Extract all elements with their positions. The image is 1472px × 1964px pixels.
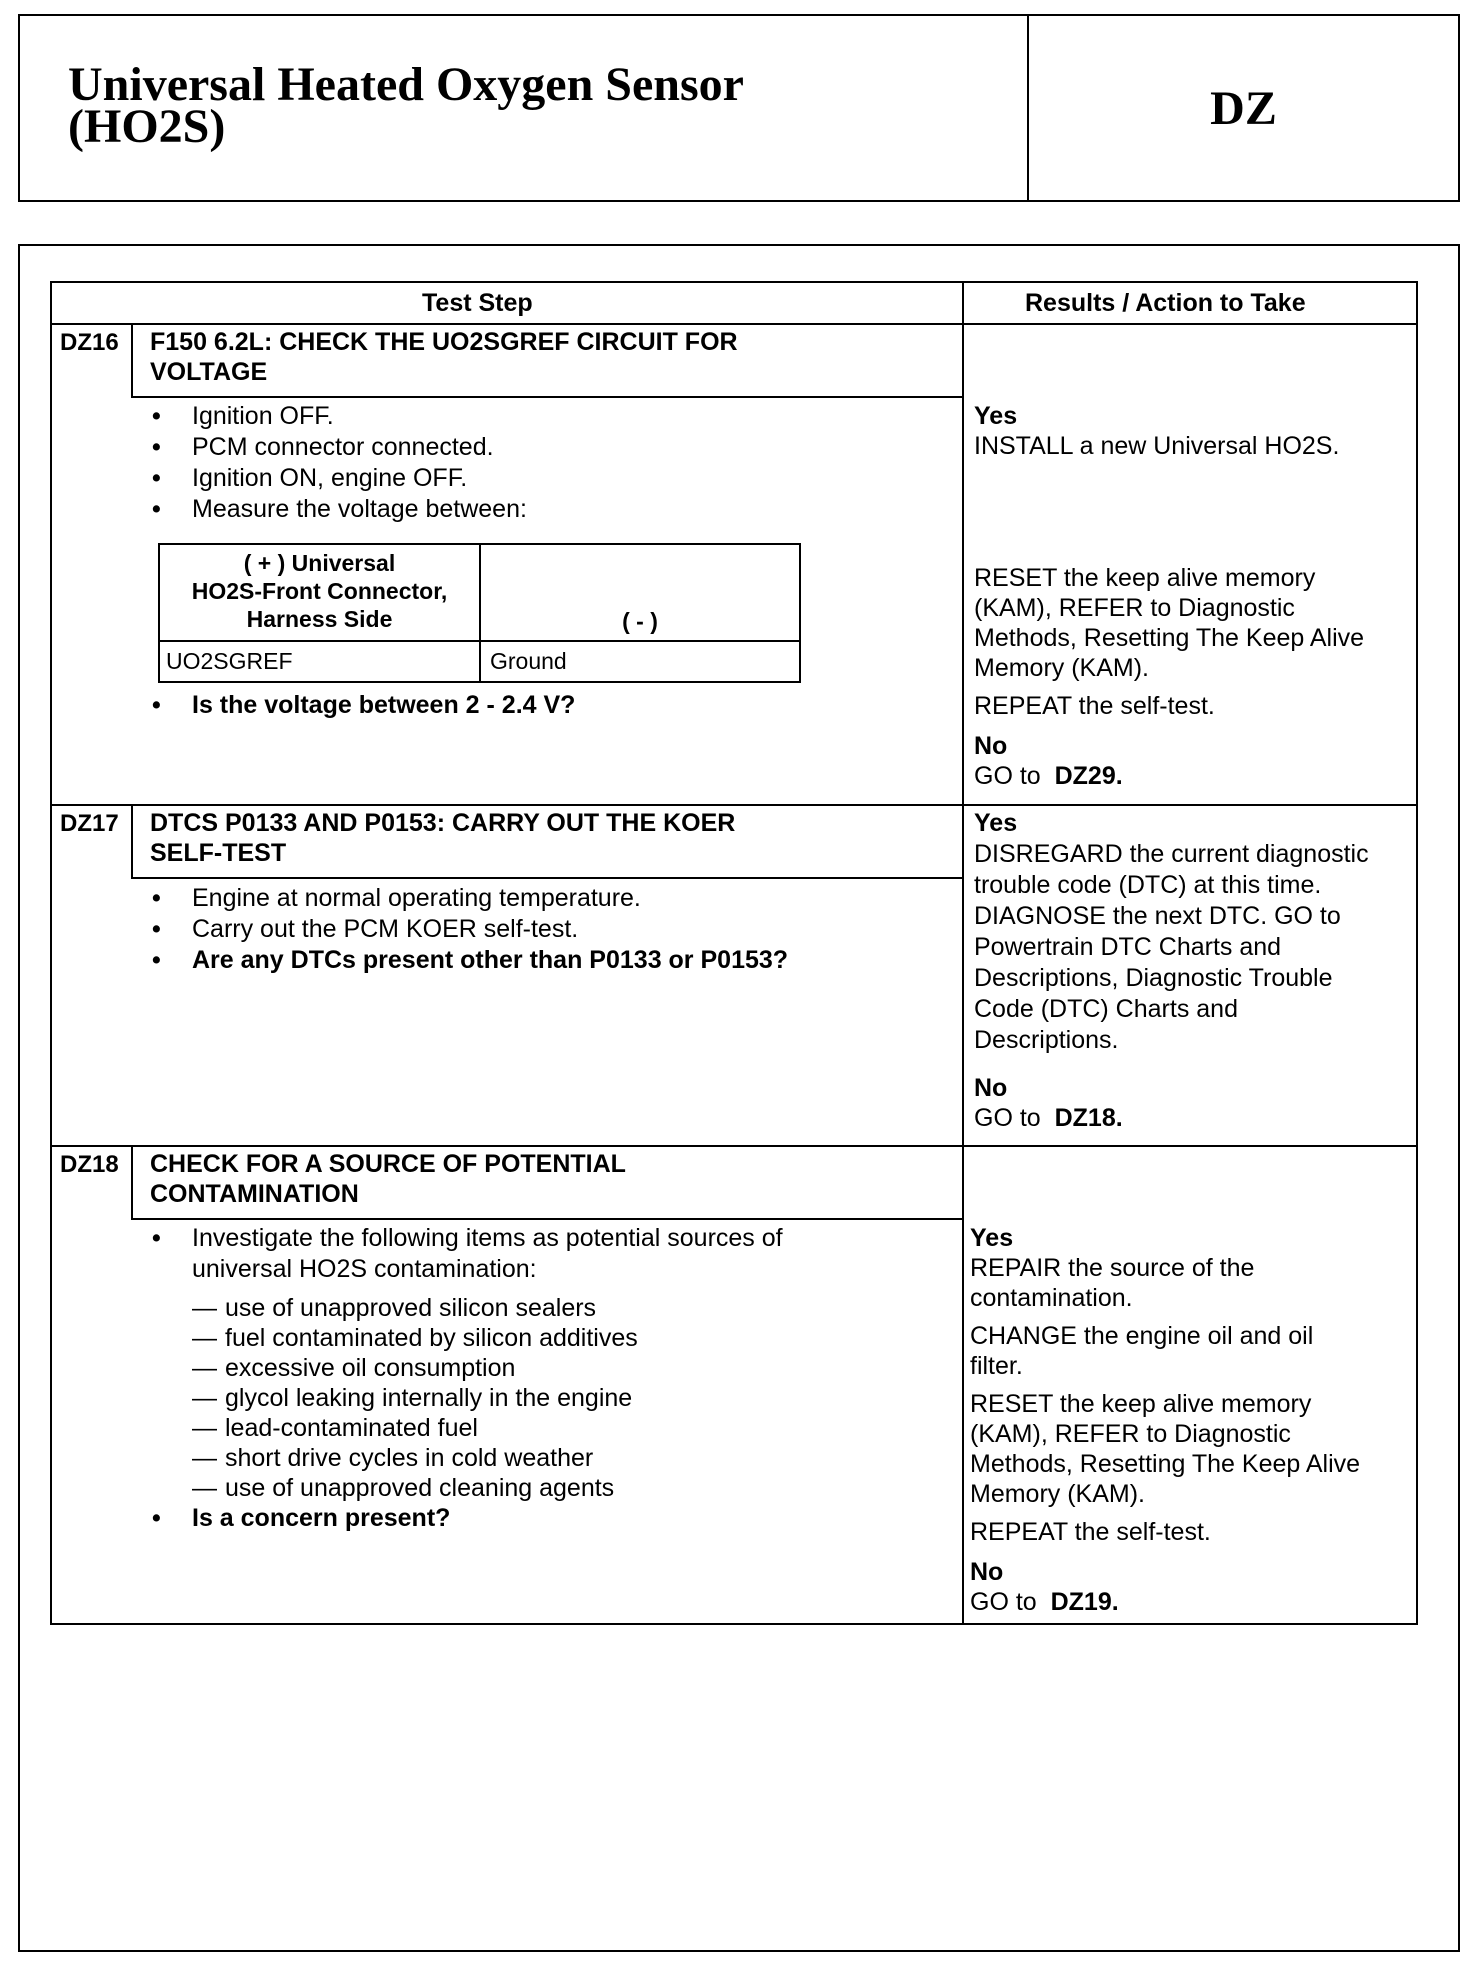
- goto-link-dz19[interactable]: DZ19.: [1050, 1588, 1119, 1616]
- dz16-step: • PCM connector connected.: [192, 432, 494, 463]
- contamination-item: — fuel contaminated by silicon additives: [192, 1323, 638, 1354]
- dz17-no-label: No: [974, 1074, 1008, 1102]
- measurement-table: [158, 543, 801, 683]
- meas-negative-value: Ground: [490, 648, 567, 674]
- dz16-yes-action: (KAM), REFER to Diagnostic: [974, 594, 1295, 622]
- meas-positive-value: UO2SGREF: [166, 648, 293, 674]
- id-divider: [131, 805, 133, 878]
- dz17-no-action: GO to DZ18.: [974, 1104, 1123, 1132]
- title-divider: [131, 877, 962, 879]
- dz16-step: • Measure the voltage between:: [192, 494, 527, 525]
- dz17-title-line-2: SELF-TEST: [150, 839, 287, 867]
- dz17-title-line-1: DTCS P0133 AND P0153: CARRY OUT THE KOER: [150, 809, 736, 837]
- col-header-test-step: Test Step: [422, 289, 533, 317]
- dz16-question: • Is the voltage between 2 - 2.4 V?: [192, 690, 575, 721]
- dz16-yes-action: RESET the keep alive memory: [974, 564, 1316, 592]
- dz18-title-line-2: CONTAMINATION: [150, 1180, 359, 1208]
- dz17-yes-action: DISREGARD the current diagnostic: [974, 840, 1369, 868]
- dz16-yes-action: INSTALL a new Universal HO2S.: [974, 432, 1340, 460]
- dz17-step: • Carry out the PCM KOER self-test.: [192, 914, 578, 945]
- dz18-question: • Is a concern present?: [192, 1503, 450, 1534]
- meas-header-positive-2: HO2S-Front Connector,: [191, 578, 448, 604]
- goto-link-dz18[interactable]: DZ18.: [1054, 1104, 1123, 1132]
- dz18-yes-action: contamination.: [970, 1284, 1133, 1312]
- dz18-yes-action: CHANGE the engine oil and oil: [970, 1322, 1314, 1350]
- dz16-yes-action: Methods, Resetting The Keep Alive: [974, 624, 1365, 652]
- page-header: [18, 14, 1460, 202]
- contamination-item: — use of unapproved cleaning agents: [192, 1473, 614, 1504]
- page-title-line-2: (HO2S): [68, 100, 226, 153]
- id-divider: [131, 324, 133, 397]
- diagnostic-table: [50, 281, 1418, 1625]
- contamination-item: — use of unapproved silicon sealers: [192, 1293, 596, 1324]
- meas-header-negative: ( - ): [622, 608, 658, 634]
- title-divider: [131, 1218, 962, 1220]
- dz17-yes-action: DIAGNOSE the next DTC. GO to: [974, 902, 1341, 930]
- step-id-dz18: DZ18: [60, 1151, 119, 1178]
- dz17-yes-action: Code (DTC) Charts and: [974, 995, 1238, 1023]
- dz18-yes-action: RESET the keep alive memory: [970, 1390, 1312, 1418]
- dz18-yes-action: Methods, Resetting The Keep Alive: [970, 1450, 1361, 1478]
- meas-header-positive-3: Harness Side: [246, 606, 393, 632]
- goto-link-dz29[interactable]: DZ29.: [1054, 762, 1123, 790]
- step-id-dz16: DZ16: [60, 329, 119, 356]
- contamination-item: — short drive cycles in cold weather: [192, 1443, 593, 1474]
- dz16-yes-action: REPEAT the self-test.: [974, 692, 1215, 720]
- id-divider: [131, 1146, 133, 1219]
- dz17-yes-action: Descriptions.: [974, 1026, 1119, 1054]
- dz16-no-label: No: [974, 732, 1008, 760]
- dz16-yes-action: Memory (KAM).: [974, 654, 1149, 682]
- dz18-yes-action: Memory (KAM).: [970, 1480, 1145, 1508]
- dz18-yes-label: Yes: [970, 1224, 1014, 1252]
- step-id-dz17: DZ17: [60, 810, 119, 837]
- page-title-line-1: Universal Heated Oxygen Sensor: [68, 58, 744, 111]
- contamination-item: — excessive oil consumption: [192, 1353, 515, 1384]
- title-divider: [131, 396, 962, 398]
- dz17-yes-action: trouble code (DTC) at this time.: [974, 871, 1322, 899]
- dz18-no-label: No: [970, 1558, 1004, 1586]
- dz16-yes-label: Yes: [974, 402, 1018, 430]
- row-divider: [52, 804, 1416, 806]
- dz18-yes-action: (KAM), REFER to Diagnostic: [970, 1420, 1291, 1448]
- dz18-no-action: GO to DZ19.: [970, 1588, 1119, 1616]
- contamination-item: — glycol leaking internally in the engine: [192, 1383, 632, 1414]
- dz18-intro-line-2: universal HO2S contamination:: [192, 1255, 537, 1283]
- dz17-yes-label: Yes: [974, 809, 1018, 837]
- dz18-yes-action: filter.: [970, 1352, 1023, 1380]
- dz17-step: • Engine at normal operating temperature.: [192, 883, 641, 914]
- dz18-intro-line-1: • Investigate the following items as potential sources of: [192, 1223, 783, 1254]
- dz16-title-line-1: F150 6.2L: CHECK THE UO2SGREF CIRCUIT FOR: [150, 328, 738, 356]
- section-code: DZ: [1210, 81, 1277, 135]
- dz17-yes-action: Descriptions, Diagnostic Trouble: [974, 964, 1333, 992]
- col-header-results: Results / Action to Take: [1025, 289, 1306, 317]
- contamination-item: — lead-contaminated fuel: [192, 1413, 478, 1444]
- dz18-yes-action: REPEAT the self-test.: [970, 1518, 1211, 1546]
- header-row-divider: [52, 323, 1416, 325]
- dz17-question: • Are any DTCs present other than P0133 or P0153?: [192, 945, 788, 976]
- dz16-title-line-2: VOLTAGE: [150, 358, 268, 386]
- meas-header-positive-1: ( + ) Universal: [243, 550, 396, 576]
- dz16-step: • Ignition OFF.: [192, 401, 334, 432]
- dz18-yes-action: REPAIR the source of the: [970, 1254, 1255, 1282]
- row-divider: [52, 1145, 1416, 1147]
- column-divider: [962, 283, 964, 1623]
- dz18-title-line-1: CHECK FOR A SOURCE OF POTENTIAL: [150, 1150, 626, 1178]
- page-title: [20, 16, 1029, 200]
- dz16-no-action: GO to DZ29.: [974, 762, 1123, 790]
- dz16-step: • Ignition ON, engine OFF.: [192, 463, 467, 494]
- dz17-yes-action: Powertrain DTC Charts and: [974, 933, 1282, 961]
